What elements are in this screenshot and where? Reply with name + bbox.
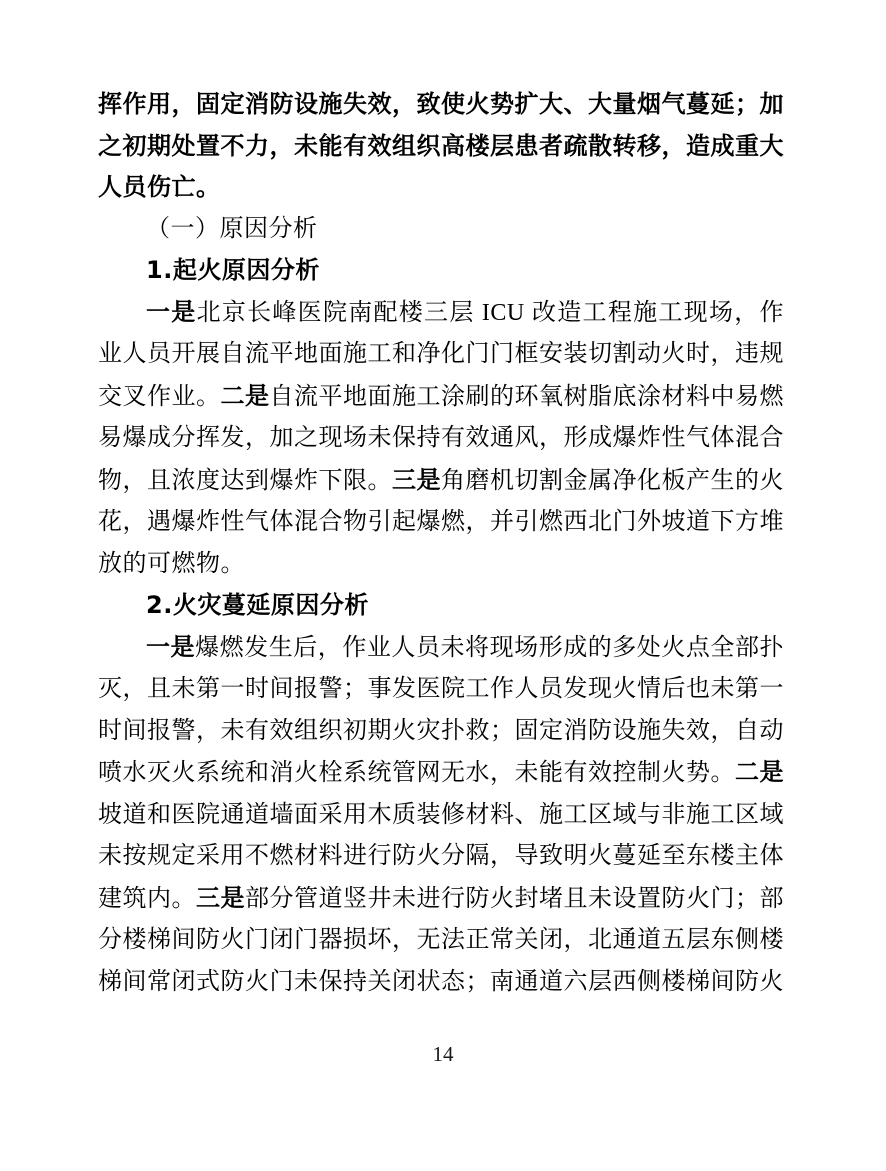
body-run: 角磨机切割金属净化板产生的火花，遇爆炸性气体混合物引起爆燃，并引燃西北门外坡道下方堆放的可燃物。	[98, 467, 784, 577]
body-run: 自流平地面施工涂刷的环氧树脂底涂材料中易燃易爆成分挥发，加之现场未保持有效通风，形成爆炸性气体混合物，且浓度达到爆炸下限。	[98, 383, 784, 494]
page-number: 14	[432, 1042, 454, 1066]
body-run: 坡道和医院通道墙面采用木质装修材料、施工区域与非施工区域未按规定采用不燃材料进行防火分隔，导致明火蔓延至东楼主体建筑内。	[98, 801, 784, 912]
enumerator-first: 一是	[146, 632, 196, 661]
enumerator-first: 一是	[146, 297, 197, 326]
enumerator-second: 二是	[220, 381, 270, 410]
body-run: 部分管道竖井未进行防火封堵且未设置防火门；部分楼梯间防火门闭门器损坏，无法正常关闭，北通道五层东侧楼梯间常闭式防火门未保持关闭状态；南通道六层西侧楼梯间防火	[98, 885, 784, 995]
paragraph-fire-spread-causes	[98, 627, 784, 1004]
section-heading-cause-analysis: （一）原因分析	[146, 215, 318, 242]
heading-ignition-cause-analysis: 1.起火原因分析	[146, 256, 320, 284]
body-run: 爆燃发生后，作业人员未将现场形成的多处火点全部扑灭，且未第一时间报警；事发医院工作人员发现火情后也未第一时间报警，未有效组织初期火灾扑救；固定消防设施失效，自动喷水灭火系统和消火栓系统管网无水，未能有效控制火势。	[98, 634, 785, 786]
enumerator-third: 三是	[392, 465, 441, 494]
body-run: 北京长峰医院南配楼三层 ICU 改造工程施工现场，作业人员开展自流平地面施工和净化门门框安装切割动火时，违规交叉作业。	[98, 299, 784, 410]
enumerator-third: 三是	[196, 883, 245, 912]
paragraph-ignition-causes	[98, 292, 784, 586]
enumerator-second: 二是	[735, 758, 784, 786]
document-text-block	[98, 84, 784, 1003]
heading-fire-spread-analysis: 2.火灾蔓延原因分析	[146, 591, 369, 619]
intro-paragraph: 挥作用，固定消防设施失效，致使火势扩大、大量烟气蔓延；加之初期处置不力，未能有效组织高楼层患者疏散转移，造成重大人员伤亡。	[98, 90, 784, 201]
